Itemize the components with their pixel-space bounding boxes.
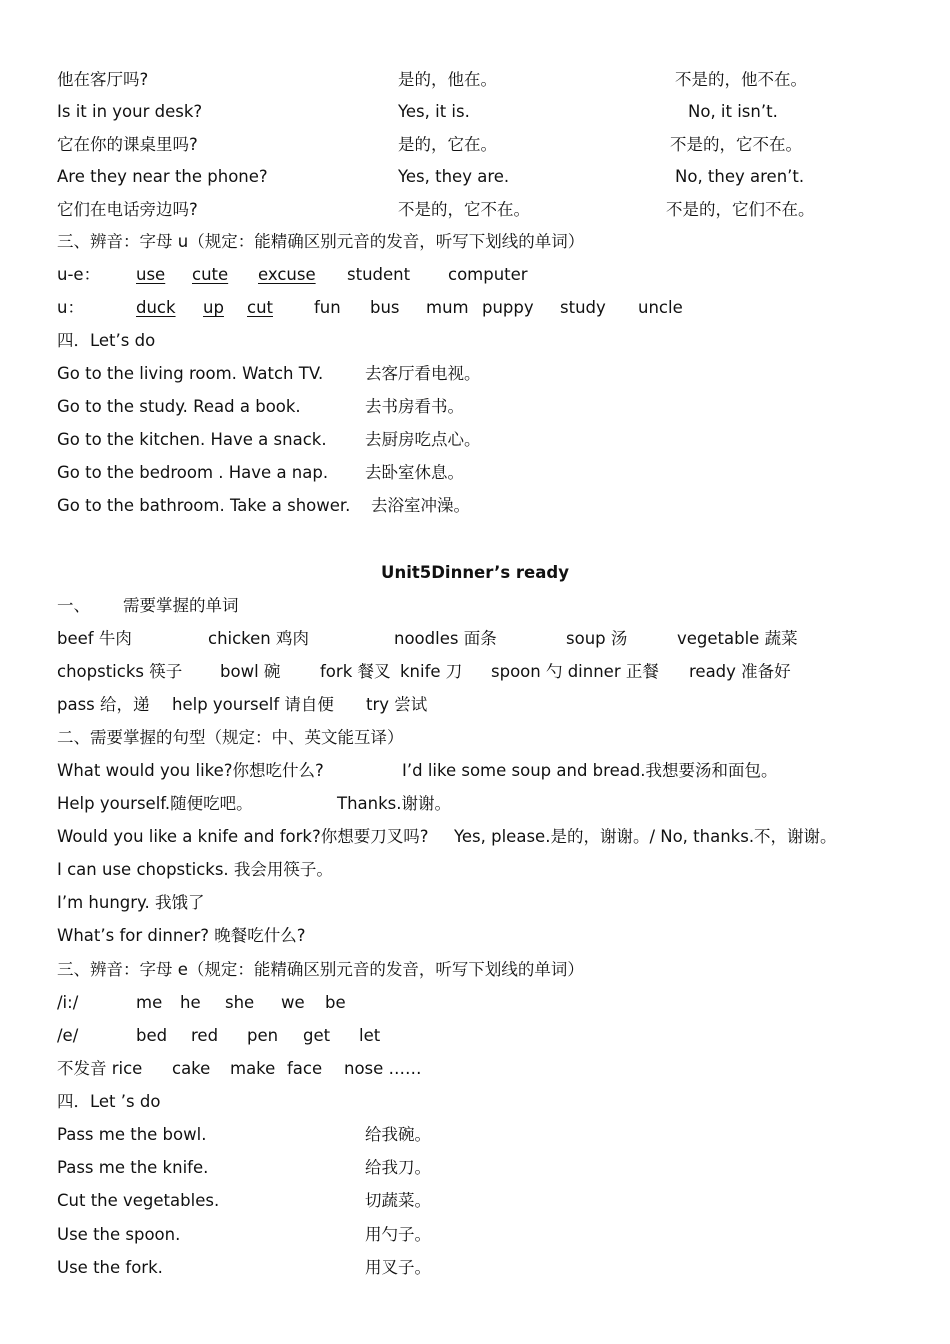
question-text: 它在你的课桌里吗? [57,135,198,154]
no-answer-text: No, they aren’t. [675,167,805,186]
word: be [325,993,346,1012]
phonics-label: u： [57,298,84,317]
english-text: Go to the living room. Watch TV. [57,364,324,383]
vocab-item: knife 刀 [400,662,463,681]
letsdo-row [0,390,950,423]
word: make [230,1059,276,1078]
letsdo-heading: 四．Let’s do [57,331,156,350]
qa-row [0,160,950,193]
no-answer-text: 不是的，他不在。 [675,70,807,89]
chinese-text: 去客厅看电视。 [365,364,481,383]
phonics-label: /e/ [57,1026,79,1045]
question-text: Are they near the phone? [57,167,268,186]
underlined-word: cut [247,298,273,317]
word: we [281,993,305,1012]
phonics-label: /i:/ [57,993,79,1012]
sentence-text: Thanks.谢谢。 [337,794,452,813]
word: let [359,1026,381,1045]
sentence-text: Yes, please.是的，谢谢。/ No, thanks.不，谢谢。 [454,827,837,846]
qa-row [0,63,950,96]
yes-answer-text: 不是的，它不在。 [398,200,530,219]
sentence-row [0,754,950,787]
phonics-row-long-e [0,986,950,1019]
no-answer-text: 不是的，它不在。 [670,135,802,154]
vocab-item: pass 给，递 [57,695,150,714]
vocab-item: vegetable 蔬菜 [677,629,798,648]
chinese-text: 去卧室休息。 [365,463,464,482]
chinese-text: 给我碗。 [365,1125,431,1144]
word: fun [314,298,341,317]
word: red [191,1026,219,1045]
underlined-word: use [136,265,166,284]
english-text: Cut the vegetables. [57,1191,220,1210]
word: she [225,993,255,1012]
sentence-row [0,787,950,820]
question-text: Is it in your desk? [57,102,203,121]
english-text: Pass me the knife. [57,1158,209,1177]
word: nose …… [344,1059,422,1078]
phonics-row-u [0,291,950,324]
sentence-row [0,886,950,919]
sentence-row [0,919,950,952]
word-row [0,655,950,688]
word: he [180,993,201,1012]
letsdo-row [0,489,950,522]
vocab-item: ready 准备好 [689,662,791,681]
phonics-row-ue [0,258,950,291]
word: me [136,993,163,1012]
vocab-item: bowl 碗 [220,662,281,681]
letsdo-heading: 四．Let ’s do [57,1092,161,1111]
chinese-text: 去书房看书。 [365,397,464,416]
phonics-heading: 三、辨音：字母 e（规定：能精确区别元音的发音，听写下划线的单词） [57,960,584,979]
question-text: 他在客厅吗? [57,70,149,89]
sentence-text: I can use chopsticks. 我会用筷子。 [57,860,333,879]
sentence-text: Help yourself.随便吃吧。 [57,794,253,813]
sentences-heading: 二、需要掌握的句型（规定：中、英文能互译） [57,728,404,747]
underlined-word: up [203,298,224,317]
word: bed [136,1026,168,1045]
english-text: Go to the kitchen. Have a snack. [57,430,327,449]
word-row [0,622,950,655]
phonics-row-short-e [0,1019,950,1052]
word: get [303,1026,331,1045]
qa-row [0,128,950,161]
english-text: Use the fork. [57,1258,163,1277]
chinese-text: 给我刀。 [365,1158,431,1177]
word: student [347,265,411,284]
chinese-text: 用叉子。 [365,1258,431,1277]
yes-answer-text: Yes, they are. [398,167,510,186]
sentence-text: What would you like?你想吃什么? [57,761,324,780]
word: cake [172,1059,211,1078]
word: computer [448,265,528,284]
chinese-text: 去浴室冲澡。 [371,496,470,515]
letsdo-row [0,1118,950,1151]
sentence-text: Would you like a knife and fork?你想要刀叉吗? [57,827,429,846]
sentence-text: What’s for dinner? 晚餐吃什么? [57,926,306,945]
phonics-label: 不发音 rice [57,1059,143,1078]
letsdo-row [0,1218,950,1251]
english-text: Pass me the bowl. [57,1125,207,1144]
sentence-text: I’d like some soup and bread.我想要汤和面包。 [402,761,778,780]
underlined-word: cute [192,265,229,284]
vocab-item: beef 牛肉 [57,629,132,648]
english-text: Go to the study. Read a book. [57,397,301,416]
word: mum [426,298,469,317]
letsdo-row [0,357,950,390]
word: face [287,1059,323,1078]
phonics-row-silent-e [0,1052,950,1085]
sentence-text: I’m hungry. 我饿了 [57,893,205,912]
word: bus [370,298,400,317]
words-heading: 一、 需要掌握的单词 [57,596,239,615]
chinese-text: 去厨房吃点心。 [365,430,481,449]
vocab-item: soup 汤 [566,629,628,648]
word: puppy [482,298,534,317]
yes-answer-text: 是的，他在。 [398,70,497,89]
phonics-label: u-e： [57,265,101,284]
letsdo-row [0,1251,950,1284]
english-text: Go to the bathroom. Take a shower. [57,496,351,515]
word: study [560,298,606,317]
question-text: 它们在电话旁边吗? [57,200,198,219]
sentence-row [0,853,950,886]
underlined-word: excuse [258,265,316,284]
yes-answer-text: Yes, it is. [398,102,470,121]
word: uncle [638,298,683,317]
letsdo-row [0,423,950,456]
yes-answer-text: 是的，它在。 [398,135,497,154]
vocab-item: fork 餐叉 [320,662,391,681]
letsdo-row [0,1151,950,1184]
word: pen [247,1026,279,1045]
word-row [0,688,950,721]
qa-row [0,193,950,226]
english-text: Use the spoon. [57,1225,181,1244]
no-answer-text: No, it isn’t. [688,102,778,121]
phonics-heading: 三、辨音：字母 u（规定：能精确区别元音的发音，听写下划线的单词） [57,232,585,251]
chinese-text: 切蔬菜。 [365,1191,431,1210]
sentence-row [0,820,950,853]
letsdo-row [0,1184,950,1217]
vocab-item: try 尝试 [366,695,428,714]
qa-row [0,95,950,128]
chinese-text: 用勺子。 [365,1225,431,1244]
unit-title: Unit5Dinner’s ready [381,563,569,582]
vocab-item: help yourself 请自便 [172,695,334,714]
underlined-word: duck [136,298,176,317]
vocab-item: noodles 面条 [394,629,497,648]
no-answer-text: 不是的，它们不在。 [666,200,815,219]
letsdo-row [0,456,950,489]
english-text: Go to the bedroom . Have a nap. [57,463,329,482]
vocab-item: chopsticks 筷子 [57,662,183,681]
vocab-item: spoon 勺 dinner 正餐 [491,662,659,681]
vocab-item: chicken 鸡肉 [208,629,310,648]
